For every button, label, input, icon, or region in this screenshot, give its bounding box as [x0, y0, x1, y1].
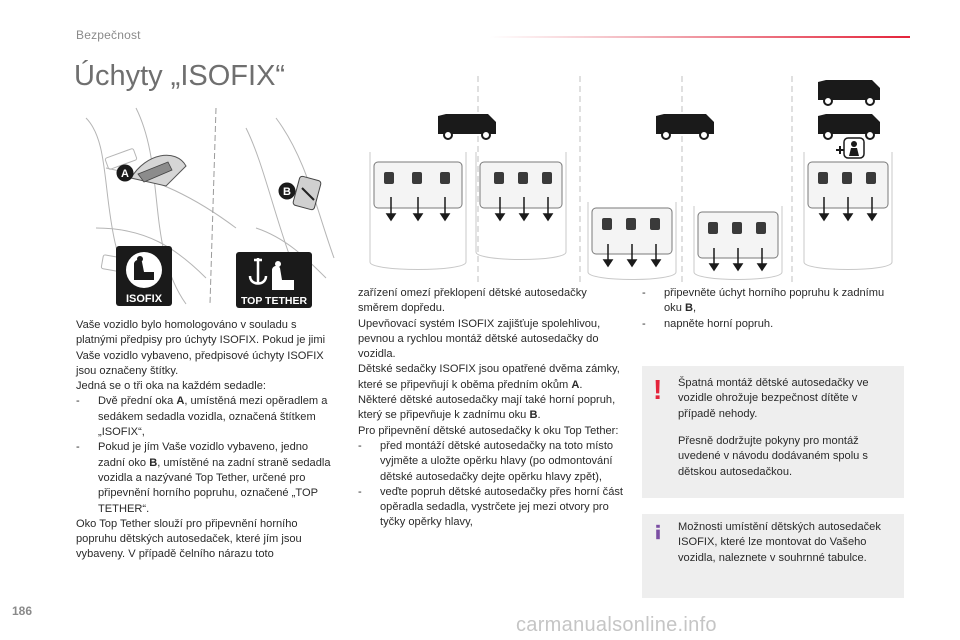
watermark: carmanualsonline.info [516, 614, 717, 636]
child-seat-icon [844, 138, 864, 158]
warning-icon: ! [653, 374, 663, 405]
paragraph: Některé dětské autosedačky mají také horní popruh, který se připevňuje k zadnímu oku B. [358, 394, 616, 422]
van-icon [656, 114, 714, 139]
list-item: - Dvě přední oka A, umístěná mezi opěradlem a sedákem sedadla vozidla, označená štítkem „ISOFIX“, [76, 395, 328, 439]
paragraph: zařízení omezí překlopení dětské autosedačky směrem dopředu. [358, 287, 587, 315]
warning-text: Přesně dodržujte pokyny pro montáž uvedené v návodu dodávaném spolu s dětskou autosedačkou. [678, 435, 868, 478]
lead-paragraph: Jedná se o tři oka na každém sedadle: [76, 380, 266, 393]
header-rule [490, 36, 910, 38]
van-icon [818, 80, 880, 105]
isofix-badge [116, 246, 172, 306]
van-icon [818, 114, 880, 139]
text-column-1 [76, 318, 336, 563]
svg-text:TOP TETHER: TOP TETHER [240, 295, 308, 307]
intro-paragraph: Vaše vozidlo bylo homologováno v souladu s platnými předpisy pro úchyty ISOFIX. Pokud je jimi Vaše vozidlo vybaveno, předpisové úchyty ISOFIX jsou označeny štítky. [76, 319, 326, 377]
paragraph: Pro připevnění dětské autosedačky k oku Top Tether: [358, 424, 619, 437]
page-number: 186 [12, 604, 33, 618]
list-item: - před montáží dětské autosedačky na toto místo vyjměte a uložte opěrku hlavy (po odmontování dětské autosedačky dejte opěrku hlavy zpět), [358, 439, 614, 483]
seat-row [480, 162, 562, 208]
list-item: - připevněte úchyt horního popruhu k zadnímu oku B, [642, 287, 885, 315]
section-label: Bezpečnost [76, 28, 141, 42]
paragraph: Upevňovací systém ISOFIX zajišťuje spolehlivou, pevnou a rychlou montáž dětské autosedačky do vozidla. [358, 317, 601, 361]
text-column-3 [642, 286, 904, 332]
anchor-b-detail [292, 176, 321, 211]
info-icon [655, 522, 661, 542]
svg-text:B: B [283, 186, 291, 198]
warning-text: Špatná montáž dětské autosedačky ve vozidle ohrožuje bezpečnost dítěte v případě nehody. [678, 377, 869, 420]
info-box [642, 514, 904, 598]
list-item: - napněte horní popruh. [642, 317, 774, 330]
anchor-a-badge [116, 164, 134, 182]
outro-paragraph: Oko Top Tether slouží pro připevnění horního popruhu dětských autosedaček, které jím jsou vybaveny. V případě čelního nárazu toto [76, 517, 302, 561]
anchor-a-detail [131, 155, 186, 186]
text-column-2 [358, 286, 626, 531]
svg-text:ISOFIX: ISOFIX [125, 293, 163, 305]
top-tether-badge [236, 252, 312, 308]
anchor-b-badge [278, 182, 296, 200]
list-item: - veďte popruh dětské autosedačky přes horní část opěradla sedadla, vystrčete jej mezi otvory pro tyčky opěrky hlavy, [358, 485, 624, 529]
seating-configurations-diagram [356, 72, 916, 286]
list-item: - Pokud je jím Vaše vozidlo vybaveno, jedno zadní oko B, umístěné na zadní straně sedadla vozidla a nazývané Top Tether, určené pro připevnění horního popruhu, označené „TOP TETHER“. [76, 441, 331, 515]
van-icon [438, 114, 496, 139]
svg-text:A: A [121, 168, 129, 180]
page-title: Úchyty „ISOFIX“ [74, 60, 286, 92]
warning-box [642, 366, 904, 498]
info-text: Možnosti umístění dětských autosedaček ISOFIX, které lze montovat do Vašeho vozidla, naleznete v souhrnné tabulce. [678, 521, 881, 564]
plus-icon [836, 146, 844, 154]
paragraph: Dětské sedačky ISOFIX jsou opatřené dvěma zámky, které se připevňují k oběma předním okům A. [358, 363, 620, 391]
